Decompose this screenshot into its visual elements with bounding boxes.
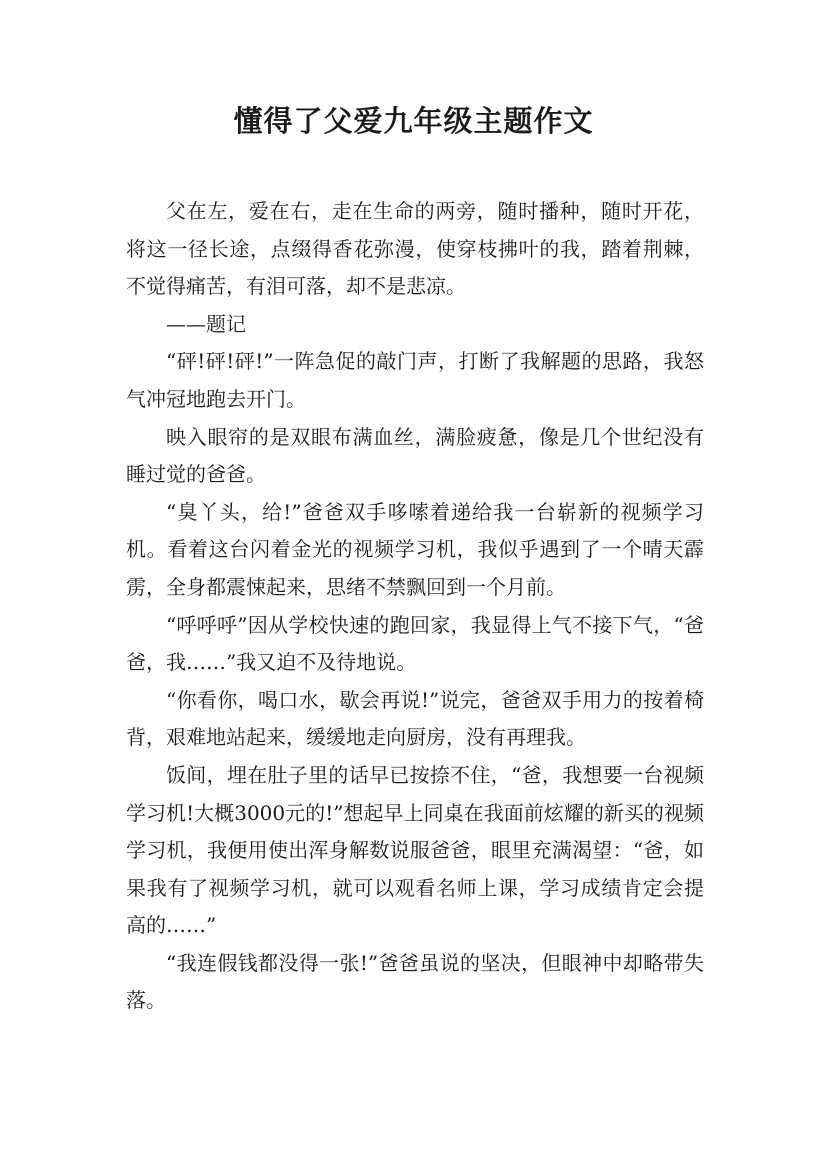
paragraph: “你看你，喝口水，歇会再说!”说完，爸爸双手用力的按着椅背，艰难地站起来，缓缓地走向厨房，没有再理我。 bbox=[126, 687, 704, 750]
document-title: 懂得了父爱九年级主题作文 bbox=[233, 104, 594, 138]
paragraph: “砰!砰!砰!”一阵急促的敲门声，打断了我解题的思路，我怒气冲冠地跑去开门。 bbox=[126, 349, 704, 411]
paragraph-epigraph-attribution: ——题记 bbox=[166, 311, 246, 336]
paragraph-epigraph: 父在左，爱在右，走在生命的两旁，随时播种，随时开花，将这一径长途，点缀得香花弥漫，使穿枝拂叶的我，踏着荆棘，不觉得痛苦，有泪可落，却不是悲凉。 bbox=[126, 199, 704, 299]
paragraph: 饭间，埋在肚子里的话早已按捺不住，“爸，我想要一台视频学习机!大概3000元的!”想起早上同桌在我面前炫耀的新买的视频学习机，我便用使出浑身解数说服爸爸，眼里充满渴望：“爸，如果我有了视频学习机，就可以观看名师上课，学习成绩肯定会提高的……” bbox=[126, 762, 704, 938]
document-body bbox=[126, 193, 704, 1020]
paragraph: “我连假钱都没得一张!”爸爸虽说的坚决，但眼神中却略带失落。 bbox=[126, 950, 704, 1013]
paragraph: “呼呼呼”因从学校快速的跑回家，我显得上气不接下气，“爸爸，我……”我又迫不及待地说。 bbox=[126, 612, 704, 675]
paragraph: 映入眼帘的是双眼布满血丝，满脸疲惫，像是几个世纪没有睡过觉的爸爸。 bbox=[126, 424, 704, 487]
paragraph: “臭丫头，给!”爸爸双手哆嗦着递给我一台崭新的视频学习机。看着这台闪着金光的视频学习机，我似乎遇到了一个晴天霹雳，全身都震悚起来，思绪不禁飘回到一个月前。 bbox=[126, 499, 704, 599]
